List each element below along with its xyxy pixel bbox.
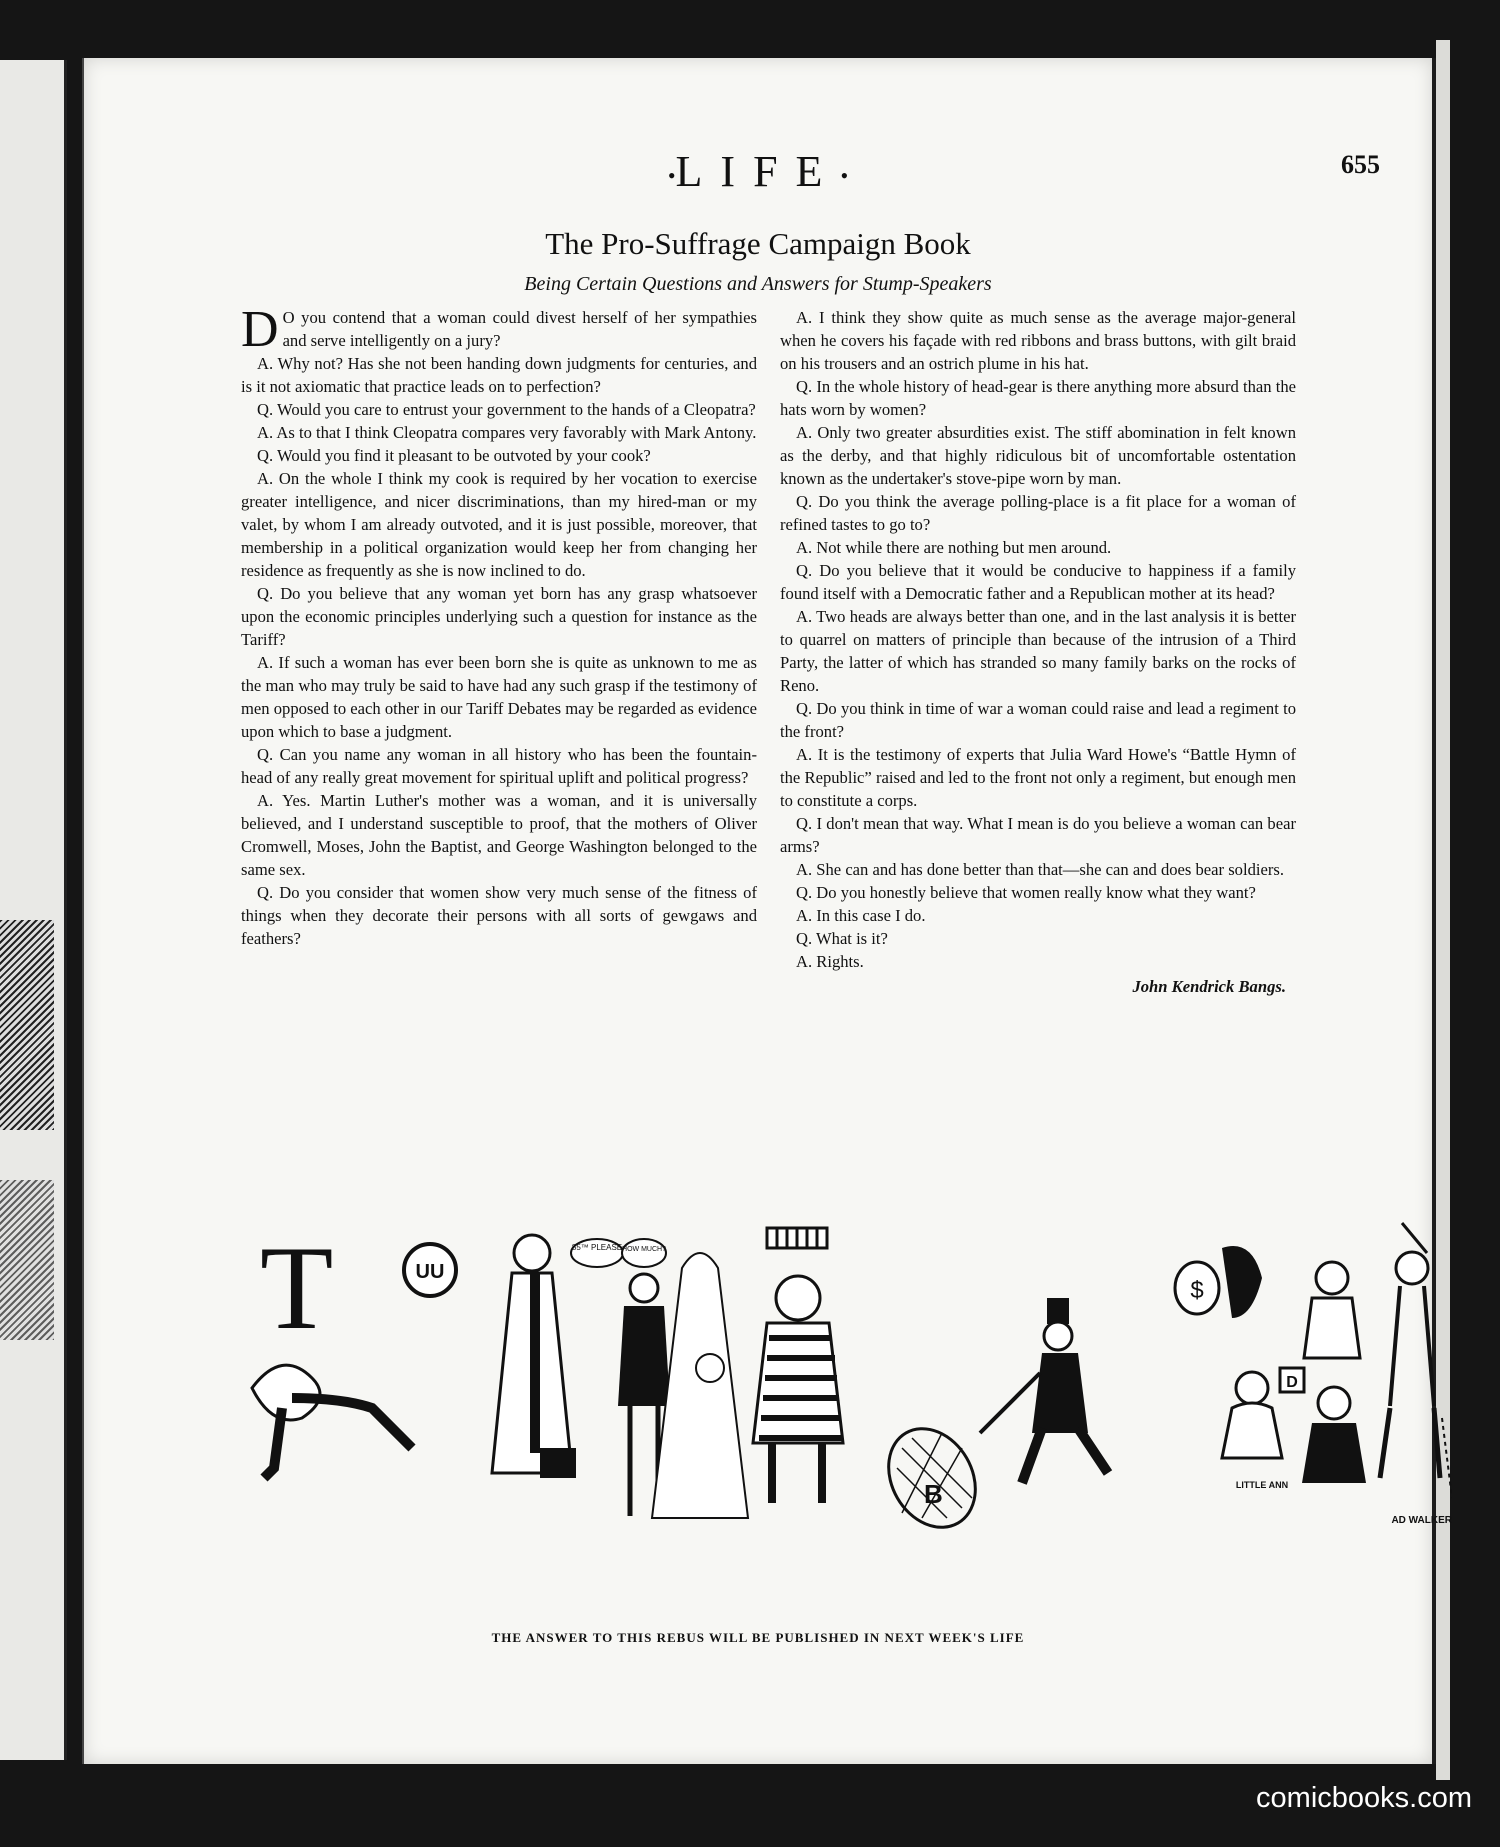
net-letter: B — [924, 1479, 943, 1509]
svg-text:$: $ — [1190, 1277, 1204, 1304]
paragraph: Q. Can you name any woman in all history who has been the fountain-head of any really great movement for spiritual uplift and political progress? — [241, 745, 757, 787]
paragraph: A. Two heads are always better than one, and in the last analysis it is better to quarrel on matters of principle than because of the intrusion of a Third Party, the latter of which has stranded so many family barks on the rocks of Reno. — [780, 607, 1296, 695]
paragraph: Q. Would you care to entrust your government to the hands of a Cleopatra? — [257, 400, 756, 419]
paragraph: Q. What is it? — [796, 929, 888, 948]
paragraph: Q. In the whole history of head-gear is there anything more absurd than the hats worn by women? — [780, 377, 1296, 419]
paragraph: A. It is the testimony of experts that Julia Ward Howe's “Battle Hymn of the Republic” raised and led to the front not only a regiment, but enough men to constitute a corps. — [780, 745, 1296, 810]
paragraph: Q. Do you think in time of war a woman could raise and lead a regiment to the front? — [780, 699, 1296, 741]
previous-page-illustration-fragment-2 — [0, 1180, 54, 1340]
svg-text:UU: UU — [415, 1261, 445, 1283]
paragraph: A. I think they show quite as much sense as the average major-general when he covers his façade with red ribbons and brass buttons, with gilt braid on his trousers and an ostrich plume in his hat. — [780, 308, 1296, 373]
paragraph: A. Only two greater absurdities exist. The stiff abomination in felt known as the derby, and that highly ridiculous bit of uncomfortable ostentation known as the undertaker's stove-pipe worn by man. — [780, 423, 1296, 488]
paragraph: Q. I don't mean that way. What I mean is do you believe a woman can bear arms? — [780, 814, 1296, 856]
wedding-scene — [492, 1235, 748, 1518]
golfer-and-figures — [1302, 1223, 1452, 1526]
left-column — [241, 301, 757, 950]
paragraph: Q. Do you think the average polling-place is a fit place for a woman of refined tastes to go to? — [780, 492, 1296, 534]
paragraph: A. She can and has done better than that—she can and does bear soldiers. — [796, 860, 1284, 879]
masthead — [84, 146, 1432, 197]
site-watermark: comicbooks.com — [1256, 1782, 1472, 1814]
paragraph: A. Not while there are nothing but men around. — [796, 538, 1112, 557]
page-number: 655 — [1341, 150, 1380, 179]
speech-bubble-1: 85™ PLEASE — [571, 1243, 623, 1252]
paragraph: A. As to that I think Cleopatra compares very favorably with Mark Antony. — [257, 423, 757, 442]
article-title: The Pro-Suffrage Campaign Book — [545, 226, 971, 261]
prisoner — [753, 1228, 843, 1503]
rebus-illustration — [212, 1218, 1452, 1598]
author-signature: John Kendrick Bangs. — [1132, 977, 1286, 996]
block-letter: D — [1286, 1374, 1298, 1391]
speech-bubble-2: HOW MUCH? — [622, 1246, 666, 1253]
paragraph: Q. Do you honestly believe that women really know what they want? — [796, 883, 1256, 902]
paragraph: A. Yes. Martin Luther's mother was a woman, and it is universally believed, and I understand susceptible to proof, that the mothers of Oliver Cromwell, Moses, John the Baptist, and George Washington belonged to the same sex. — [241, 791, 757, 879]
drop-cap: D — [241, 301, 279, 358]
paragraph: Q. Do you believe that it would be conducive to happiness if a family found itself with a Democratic father and a Republican mother at its head? — [780, 561, 1296, 603]
right-column — [780, 306, 1296, 998]
masthead-dot-right: • — [840, 162, 849, 188]
rebus-caption: THE ANSWER TO THIS REBUS WILL BE PUBLISHED IN NEXT WEEK'S LIFE — [491, 1630, 1025, 1645]
article-subtitle: Being Certain Questions and Answers for Stump-Speakers — [524, 273, 992, 295]
masthead-dot-left: • — [667, 162, 676, 188]
coin-symbol — [404, 1244, 456, 1296]
paragraph: Q. Would you find it pleasant to be outvoted by your cook? — [257, 446, 651, 465]
magazine-page — [82, 58, 1452, 1764]
masthead-title: LIFE — [675, 147, 841, 196]
paragraph: Q. Do you believe that any woman yet born has any grasp whatsoever upon the economic principles underlying such a question for instance as the Tariff? — [241, 584, 757, 649]
previous-page-illustration-fragment — [0, 920, 54, 1130]
paragraph: Q. Do you consider that women show very much sense of the fitness of things when they decorate their persons with all sorts of gewgaws and feathers? — [241, 883, 757, 948]
baby-label: LITTLE ANN — [1235, 1480, 1289, 1490]
letter-t-dancer — [252, 1221, 412, 1478]
moneybag-and-baby — [1175, 1246, 1304, 1490]
paragraph: A. Rights. — [796, 952, 864, 971]
paragraph: D O you contend that a woman could divest herself of her sympathies and serve intelligently on a jury? — [241, 301, 757, 358]
rebus-letter: T — [260, 1221, 334, 1354]
previous-page-edge — [0, 60, 67, 1760]
paragraph: A. In this case I do. — [796, 906, 926, 925]
paragraph: A. If such a woman has ever been born she is quite as unknown to me as the man who may truly be said to have had any such grasp if the testimony of men opposed to each other in our Tariff Debates may be regarded as evidence upon which to base a judgment. — [241, 653, 757, 741]
man-with-net — [871, 1298, 1108, 1543]
artist-signature: AD WALKER — [1391, 1515, 1452, 1526]
paragraph: A. Why not? Has she not been handing down judgments for centuries, and is it not axiomatic that practice leads on to perfection? — [241, 354, 757, 396]
paragraph: A. On the whole I think my cook is required by her vocation to exercise greater intelligence, and nicer discriminations, than my hired-man or my valet, by whom I am already outvoted, and it is just possible, moreover, that membership in a political organization would keep her from changing her residence as frequently as she is now inclined to do. — [241, 469, 757, 580]
